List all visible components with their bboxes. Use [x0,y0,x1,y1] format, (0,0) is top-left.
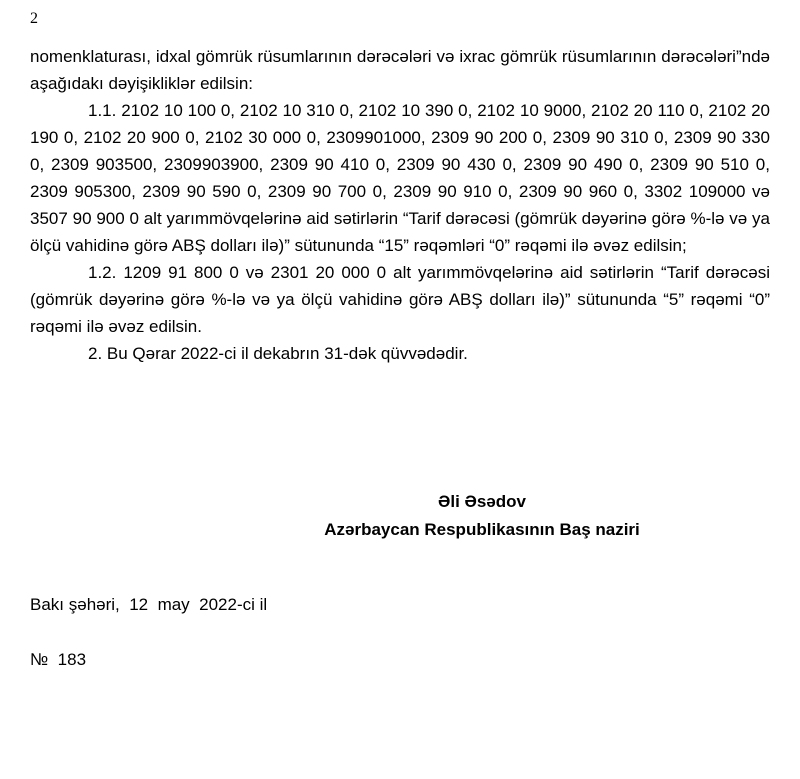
paragraph-1-2: 1.2. 1209 91 800 0 və 2301 20 000 0 alt yarımmövqelərinə aid sətirlərin “Tarif dərəcəsi (gömrük dəyərinə görə %-lə və ya ölçü vahidinə görə ABŞ dolları ilə)” sütununda “5” rəqəmi “0” rəqəmi ilə əvəz edilsin. [30,263,770,336]
page-number: 2 [30,10,38,27]
paragraph-2: 2. Bu Qərar 2022-ci il dekabrın 31-dək qüvvədədir. [88,344,468,363]
document-body [30,43,770,367]
signature-title: Azərbaycan Respublikasının Baş naziri [324,520,640,539]
paragraph-1-1: 1.1. 2102 10 100 0, 2102 10 310 0, 2102 10 390 0, 2102 10 9000, 2102 20 110 0, 2102 20 190 0, 2102 20 900 0, 2102 30 000 0, 2309901000, 2309 90 200 0, 2309 90 310 0, 2309 90 330 0, 2309 903500, 2309903900, 2309 90 410 0, 2309 90 430 0, 2309 90 490 0, 2309 90 510 0, 2309 905300, 2309 90 590 0, 2309 90 700 0, 2309 90 910 0, 2309 90 960 0, 3302 109000 və 3507 90 900 0 alt yarımmövqelərinə aid sətirlərin “Tarif dərəcəsi (gömrük dəyərinə görə %-lə və ya ölçü vahidinə görə ABŞ dolları ilə)” sütununda “15” rəqəmləri “0” rəqəmi ilə əvəz edilsin; [30,101,770,255]
place-date: Bakı şəhəri, 12 may 2022-ci il [30,595,268,614]
signature-name: Əli Əsədov [438,492,526,511]
document-number: № 183 [30,650,87,669]
signature-block [30,488,770,544]
paragraph-intro: nomenklaturası, idxal gömrük rüsumlarının dərəcələri və ixrac gömrük rüsumlarının dərəcələri”ndə aşağıdakı dəyişikliklər edilsin: [30,47,770,93]
